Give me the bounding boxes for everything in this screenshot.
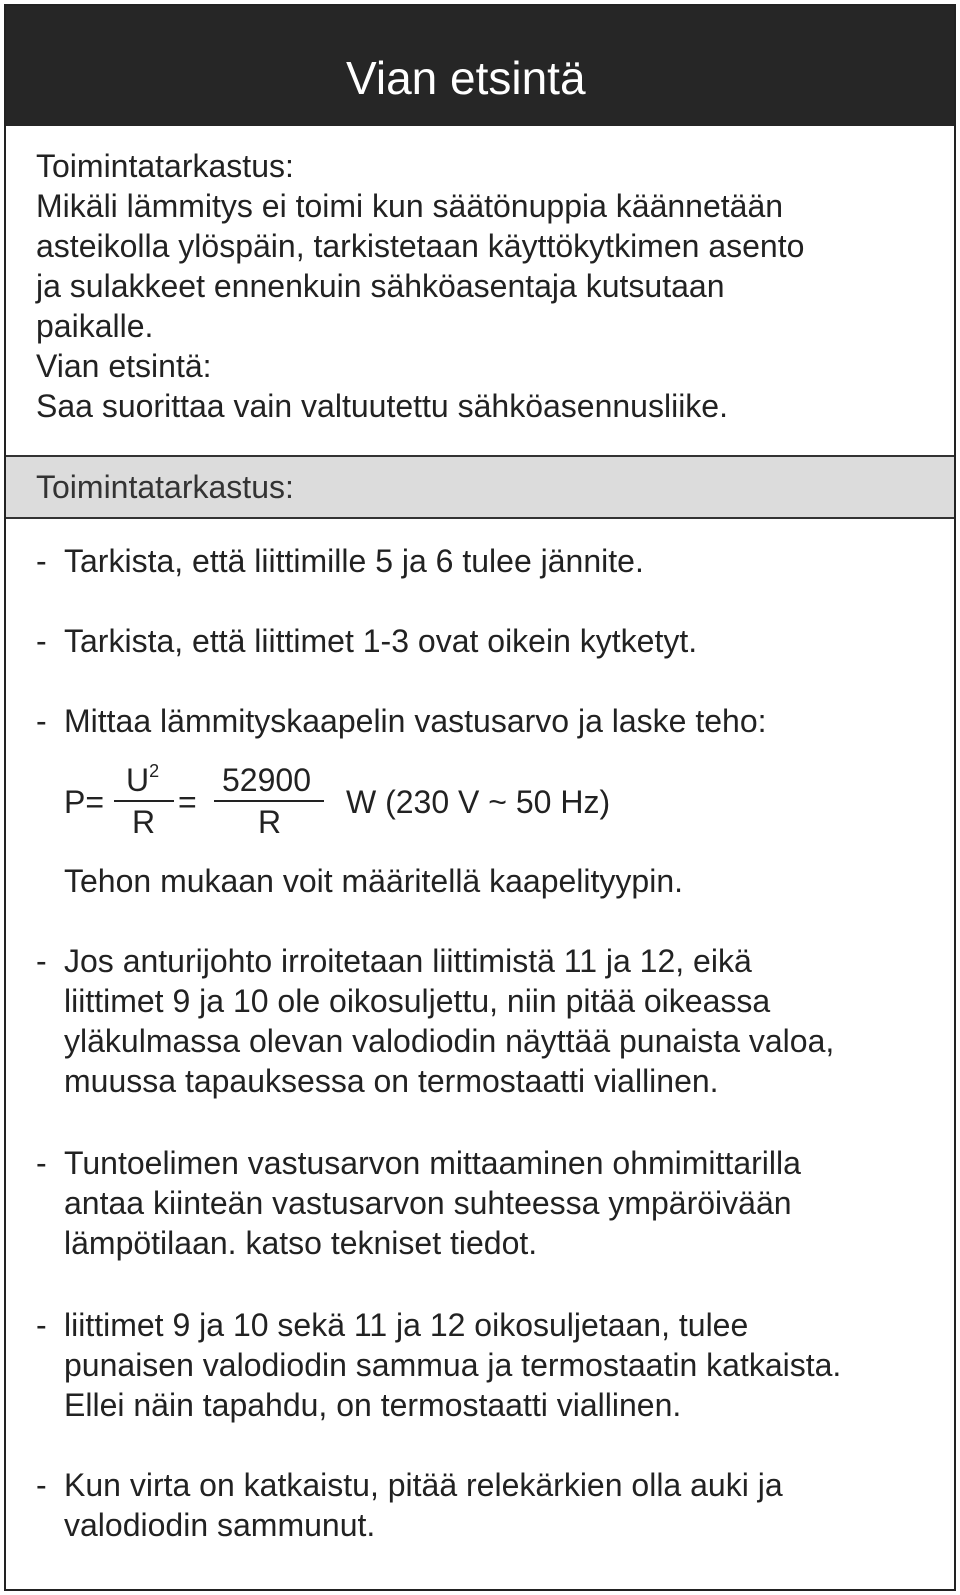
check-item-line: yläkulmassa olevan valodiodin näyttää punaista valoa, xyxy=(64,1023,835,1059)
check-item-line: Ellei näin tapahdu, on termostaatti viallinen. xyxy=(64,1387,682,1423)
bullet-dash: - xyxy=(36,1145,47,1181)
check-item-line: valodiodin sammunut. xyxy=(64,1507,376,1543)
formula-note: Tehon mukaan voit määritellä kaapelityypin. xyxy=(64,863,683,899)
subheading: Toimintatarkastus: xyxy=(36,469,294,505)
formula-equals: = xyxy=(178,784,197,820)
bullet-dash: - xyxy=(36,623,47,659)
check-item-line: punaisen valodiodin sammua ja termostaatin katkaista. xyxy=(64,1347,842,1383)
check-item-line: liittimet 9 ja 10 ole oikosuljettu, niin pitää oikeassa xyxy=(64,983,771,1019)
intro-line: Toimintatarkastus: xyxy=(36,148,294,184)
check-item-line: Jos anturijohto irroitetaan liittimistä 11 ja 12, eikä xyxy=(64,943,752,979)
subheading-bar xyxy=(6,457,954,517)
check-item-line: lämpötilaan. katso tekniset tiedot. xyxy=(64,1225,538,1261)
formula-lhs: P= xyxy=(64,784,105,820)
formula-denominator-r: R xyxy=(132,804,156,840)
formula-numerator-value: 52900 xyxy=(222,762,311,798)
power-formula xyxy=(64,756,684,846)
bullet-dash: - xyxy=(36,943,47,979)
intro-line: Mikäli lämmitys ei toimi kun säätönuppia käännetään xyxy=(36,188,784,224)
check-item-line: Kun virta on katkaistu, pitää relekärkien olla auki ja xyxy=(64,1467,783,1503)
header-bar xyxy=(6,6,954,126)
check-item-line: muussa tapauksessa on termostaatti viallinen. xyxy=(64,1063,719,1099)
bullet-dash: - xyxy=(36,1467,47,1503)
check-item-line: Tarkista, että liittimille 5 ja 6 tulee jännite. xyxy=(64,543,644,579)
formula-u: U xyxy=(126,762,150,798)
check-item-line: liittimet 9 ja 10 sekä 11 ja 12 oikosuljetaan, tulee xyxy=(64,1307,749,1343)
formula-unit: W (230 V ~ 50 Hz) xyxy=(346,784,611,820)
intro-line: ja sulakkeet ennenkuin sähköasentaja kutsutaan xyxy=(36,268,725,304)
check-item-line: antaa kiinteän vastusarvon suhteessa ympäröivään xyxy=(64,1185,792,1221)
bullet-dash: - xyxy=(36,543,47,579)
intro-line: paikalle. xyxy=(36,308,154,344)
check-item-line: Tuntoelimen vastusarvon mittaaminen ohmimittarilla xyxy=(64,1145,801,1181)
intro-line: Vian etsintä: xyxy=(36,348,212,384)
check-item-line: Mittaa lämmityskaapelin vastusarvo ja laske teho: xyxy=(64,703,767,739)
formula-exponent: 2 xyxy=(149,761,160,781)
check-item-line: Tarkista, että liittimet 1-3 ovat oikein kytketyt. xyxy=(64,623,698,659)
page-title: Vian etsintä xyxy=(346,52,586,104)
document-frame xyxy=(4,4,956,1591)
intro-line: Saa suorittaa vain valtuutettu sähköasennusliike. xyxy=(36,388,728,424)
bullet-dash: - xyxy=(36,1307,47,1343)
bullet-dash: - xyxy=(36,703,47,739)
divider xyxy=(6,517,954,519)
formula-denominator-r2: R xyxy=(258,804,282,840)
formula-numerator-u xyxy=(126,760,159,805)
intro-line: asteikolla ylöspäin, tarkistetaan käyttökytkimen asento xyxy=(36,228,805,264)
